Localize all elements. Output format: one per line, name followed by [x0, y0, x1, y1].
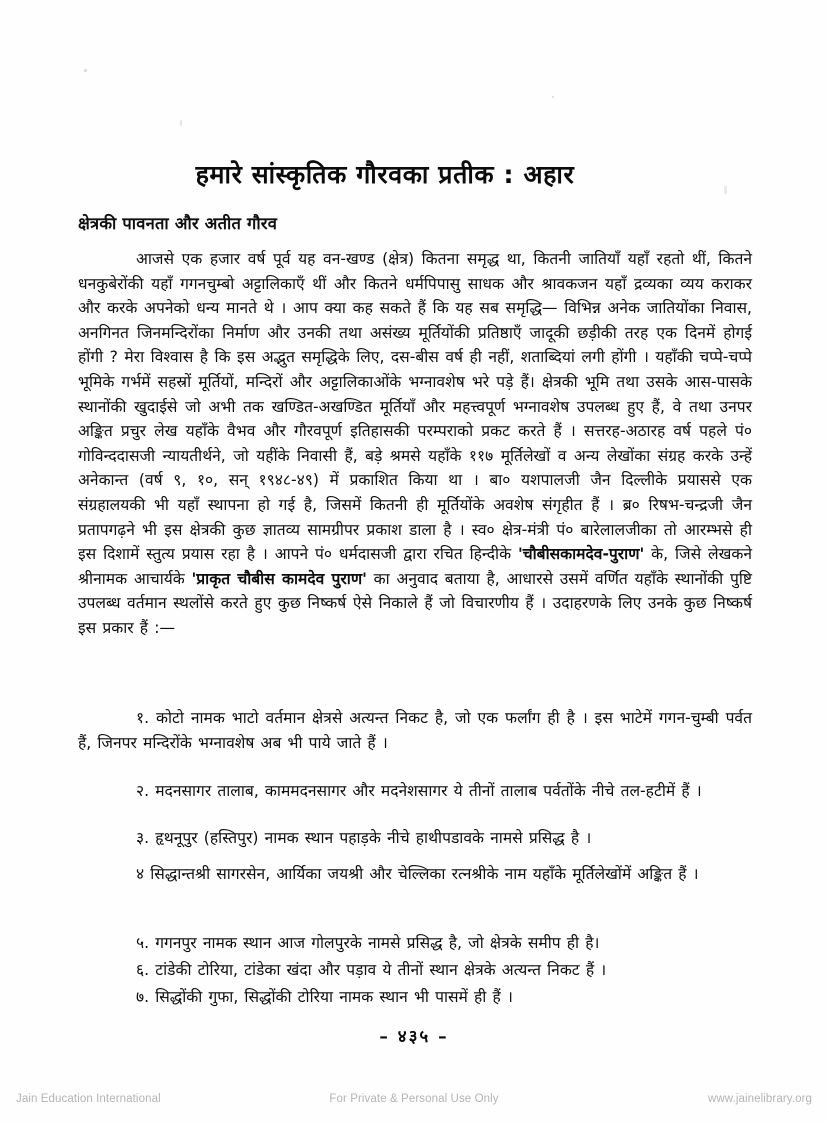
list-item-text: २. मदनसागर तालाब, काममदनसागर और मदनेशसागर ये तीनों तालाब पर्वतोंके नीचे तल-हटीमें हैं ।: [136, 782, 702, 800]
list-item-text: ४ सिद्धान्तश्री सागरसेन, आर्यिका जयश्री और चेल्लिका रत्नश्रीके नाम यहाँके मूर्तिलेखोंमें अङ्कित हैं ।: [136, 865, 699, 883]
page-footer: [0, 1088, 828, 1110]
scan-speck: [724, 186, 727, 194]
list-item: [78, 706, 752, 755]
list-item: [78, 931, 752, 956]
book-title-prakrit: 'प्राकृत चौबीस कामदेव पुराण': [191, 569, 367, 588]
scan-speck: [84, 69, 87, 72]
section-heading: क्षेत्रकी पावनता और अतीत गौरव: [78, 214, 278, 233]
list-item: [78, 958, 752, 983]
main-paragraph-part-1: आजसे एक हजार वर्ष पूर्व यह वन-खण्ड (क्षेत्र) कितना समृद्ध था, कितनी जातियाँ यहाँ रहतो थीं, कितने धनकुबेरोंकी यहाँ गगनचुम्बो अट्टालिकाएँ थीं और कितने धर्मपिपासु साधक और श्रावकजन यहाँ द्रव्यका व्यय कराकर और करके अपनेको धन्य मानते थे । आप क्या कह सकते हैं कि यह सब समृद्धि— विभिन्न अनेक जातियोंका निवास, अनगिनत जिनमन्दिरोंका निर्माण और उनकी तथा असंख्य मूर्तियोंकी प्रतिष्ठाएँ जादूकी छड़ीकी तरह एक दिनमें होगई होंगी ? मेरा विश्वास है कि इस अद्भुत समृद्धिके लिए, दस-बीस वर्ष ही नहीं, शताब्दियां लगी होंगी । यहाँकी चप्पे-चप्पे भूमिके गर्भमें सहस्रों मूर्तियों, मन्दिरों और अट्टालिकाओंके भग्नावशेष भरे पड़े हैं। क्षेत्रकी भूमि तथा उसके आस-पासके स्थानोंकी खुदाईसे जो अभी तक खण्डित-अखण्डित मूर्तियाँ और महत्त्वपूर्ण भग्नावशेष उपलब्ध हुए हैं, वे तथा उनपर अङ्कित प्रचुर लेख यहाँके वैभव और गौरवपूर्ण इतिहासकी परम्पराको प्रकट करते हैं । सत्तरह-अठारह वर्ष पहले पं० गोविन्ददासजी न्यायतीर्थने, जो यहींके निवासी हैं, बड़े श्रमसे यहाँके ११७ मूर्तिलेखों व अन्य लेखोंका संग्रह करके उन्हें अनेकान्त (वर्ष ९, १०, सन् १९४८-४९) में प्रकाशित किया था । बा० यशपालजी जैन दिल्लीके प्रयाससे एक संग्रहालयकी भी यहाँ स्थापना हो गई है, जिसमें कितनी ही मूर्तियोंके अवशेष संगृहीत हैं । ब्र० रिषभ-चन्द्रजी जैन प्रतापगढ़ने भी इस क्षेत्रकी कुछ ज्ञातव्य सामग्रीपर प्रकाश डाला है । स्व० क्षेत्र-मंत्री पं० बारेलालजीका तो आरम्भसे ही इस दिशामें स्तुत्य प्रयास रहा है । आपने पं० धर्मदासजी द्वारा रचित हिन्दीके: [78, 250, 752, 564]
list-item-text: ६. टांडेकी टोरिया, टांडेका खंदा और पड़ाव ये तीनों स्थान क्षेत्रके अत्यन्त निकट हैं ।: [136, 961, 607, 979]
main-paragraph-part-2: के, जिसे लेखकने श्रीनामक आचार्यके: [78, 545, 752, 588]
list-item-text: ५. गगनपुर नामक स्थान आज गोलपुरके नामसे प्रसिद्ध है, जो क्षेत्रके समीप ही है।: [136, 934, 600, 952]
main-paragraph: [78, 247, 752, 641]
footer-left-text: Jain Education International: [16, 1093, 161, 1105]
page-number: – ४३५ –: [379, 1027, 449, 1047]
list-item: [78, 779, 752, 804]
list-item: [78, 985, 752, 1010]
main-paragraph-part-3: का अनुवाद बताया है, आधारसे उसमें वर्णित यहाँके स्थानोंकी पुष्टि उपलब्ध वर्तमान स्थलोंसे करते हुए कुछ निष्कर्ष ऐसे निकाले हैं जो विचारणीय हैं । उदाहरणके लिए उनके कुछ निष्कर्ष इस प्रकार हैं :—: [78, 569, 752, 637]
book-title-hindi: 'चौबीसकामदेव-पुराण': [517, 545, 645, 564]
list-item-text: ७. सिद्धोंकी गुफा, सिद्धोंकी टोरिया नामक स्थान भी पासमें ही हैं ।: [136, 988, 513, 1006]
footer-right-link[interactable]: www.jainelibrary.org: [707, 1093, 812, 1105]
scan-speck: [180, 120, 182, 126]
list-item-text: १. कोटो नामक भाटो वर्तमान क्षेत्रसे अत्यन्त निकट है, जो एक फर्लांग ही है । इस भाटेमें गगन-चुम्बी पर्वत हैं, जिनपर मन्दिरोंके भग्नावशेष अब भी पाये जाते हैं ।: [78, 709, 752, 752]
list-item: [78, 862, 752, 887]
page-title: हमारे सांस्कृतिक गौरवका प्रतीक : अहार: [195, 160, 575, 189]
list-item-text: ३. हृथनूपुर (हस्तिपुर) नामक स्थान पहाड़के नीचे हाथीपडावके नामसे प्रसिद्ध है ।: [136, 829, 592, 847]
list-item: [78, 826, 752, 851]
scan-speck: [552, 96, 554, 98]
footer-center-text: For Private & Personal Use Only: [329, 1093, 499, 1105]
